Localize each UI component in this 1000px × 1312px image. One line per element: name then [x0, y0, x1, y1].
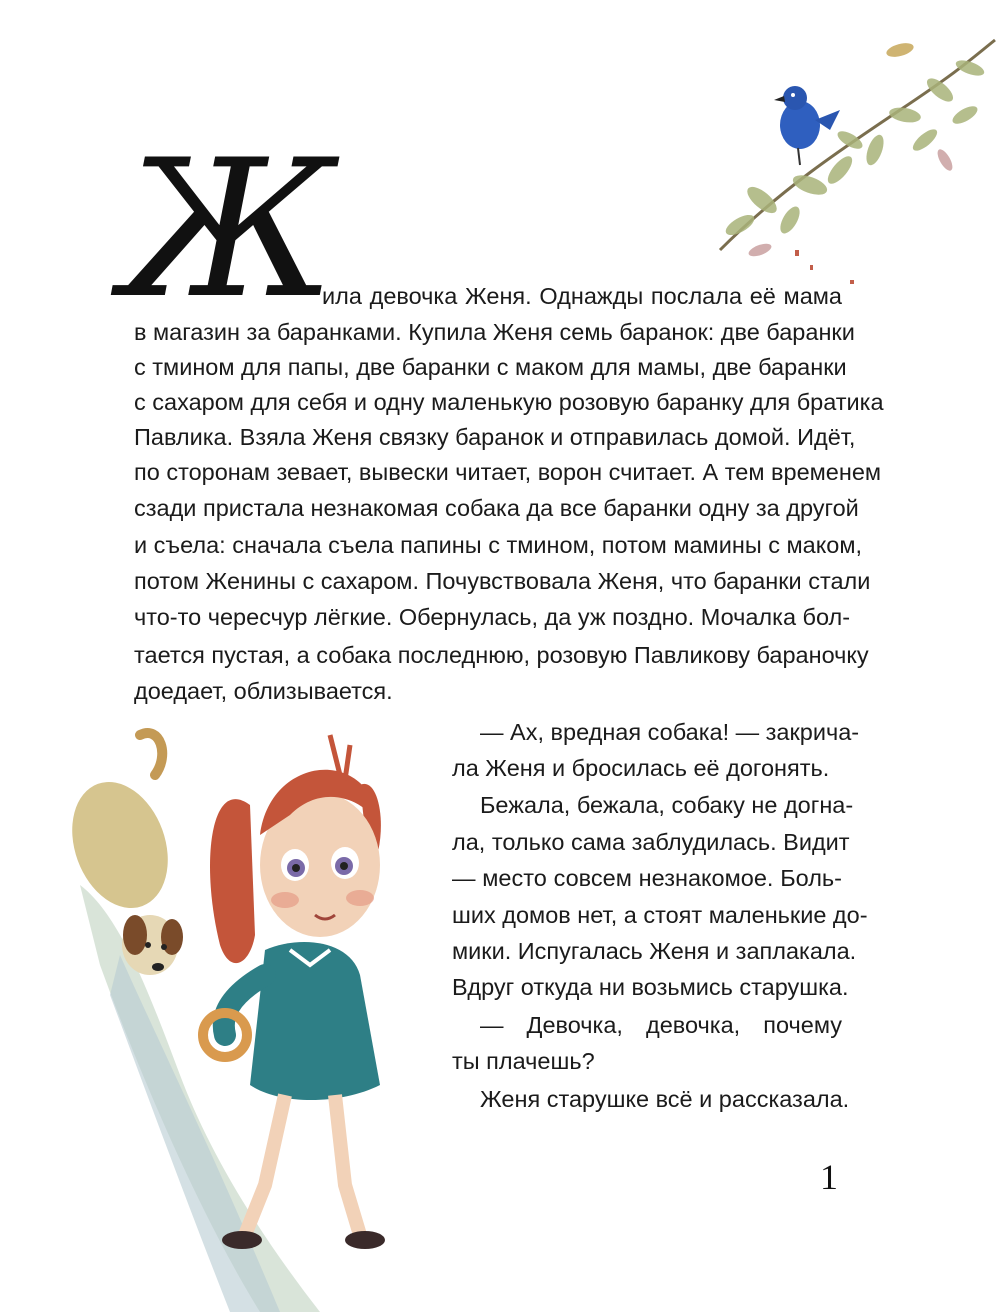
text-line: сзади пристала незнакомая собака да все баранки одну за другой: [134, 495, 859, 521]
text-line: ших домов нет, а стоят маленькие до-: [452, 902, 868, 928]
text-line: Женя старушке всё и рассказала.: [480, 1086, 850, 1112]
text-line: ла Женя и бросилась её догонять.: [452, 755, 830, 781]
text-line: Вдруг откуда ни возьмись старушка.: [452, 974, 849, 1000]
text-line: ила девочка Женя. Однажды послала её мама: [322, 283, 842, 309]
text-line: ла, только сама заблудилась. Видит: [452, 829, 850, 855]
bird-on-branch-illustration: [700, 20, 1000, 290]
girl-with-dog-illustration: [60, 715, 460, 1312]
text-line: Павлика. Взяла Женя связку баранок и отправилась домой. Идёт,: [134, 424, 856, 450]
text-line: мики. Испугалась Женя и заплакала.: [452, 938, 857, 964]
text-line: — Девочка, девочка, почему: [480, 1012, 842, 1038]
page-number: 1: [820, 1157, 838, 1197]
text-line: доедает, облизывается.: [134, 678, 393, 704]
text-line: с тмином для папы, две баранки с маком для мамы, две баранки: [134, 354, 847, 380]
text-line: с сахаром для себя и одну маленькую розовую баранку для братика: [134, 389, 884, 415]
text-line: потом Женины с сахаром. Почувствовала Женя, что баранки стали: [134, 568, 871, 594]
text-line: ты плачешь?: [452, 1048, 595, 1074]
dog-icon: [60, 733, 185, 975]
text-line: — место совсем незнакомое. Боль-: [452, 865, 842, 891]
text-line: тается пустая, а собака последнюю, розовую Павликову бараночку: [134, 642, 869, 668]
text-line: — Ах, вредная собака! — закрича-: [480, 719, 860, 745]
text-line: по сторонам зевает, вывески читает, ворон считает. А тем временем: [134, 459, 882, 485]
girl-icon: [203, 735, 385, 1249]
text-line: и съела: сначала съела папины с тмином, потом мамины с маком,: [134, 532, 863, 558]
drop-cap: Ж: [122, 119, 332, 340]
text-line: что-то чересчур лёгкие. Обернулась, да уж поздно. Мочалка бол-: [134, 604, 851, 630]
bird-icon: [774, 86, 840, 165]
text-line: Бежала, бежала, собаку не догна-: [480, 792, 854, 818]
text-line: в магазин за баранками. Купила Женя семь баранок: две баранки: [134, 319, 855, 345]
